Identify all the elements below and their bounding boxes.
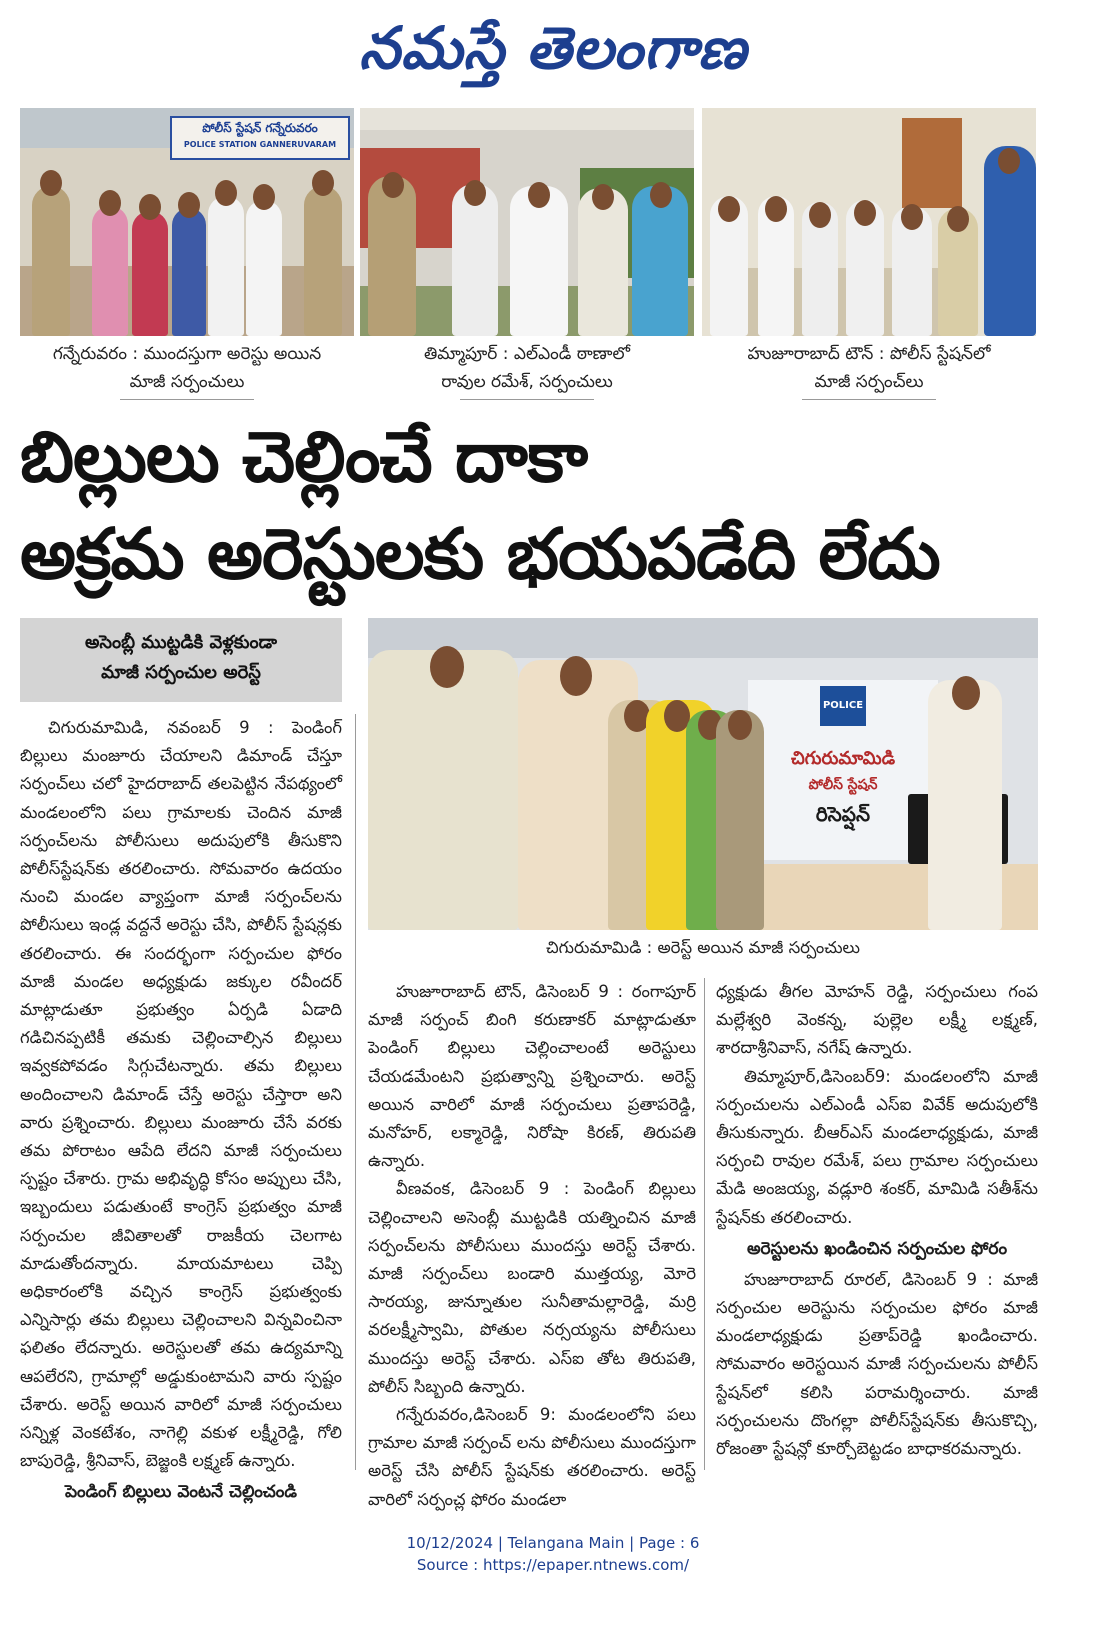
article-subhead: పెండింగ్ బిల్లులు వెంటనే చెల్లించండి [64,1482,298,1503]
headline-line-2: అక్రమ అరెస్టులకు భయపడేది లేదు [20,513,940,595]
column-divider [355,714,356,1470]
police-station-sign: పోలీస్ స్టేషన్ గన్నేరువరం POLICE STATION GANNERUVARAM [170,116,350,160]
article-column-1 [20,714,342,1503]
article-paragraph: తిమ్మాపూర్,డిసెంబర్9: మండలంలోని మాజీ సర్పంచులను ఎల్ఎండీ ఎస్ఐ వివేక్ అదుపులోకి తీసుకున్నారు. బీఆర్ఎస్ మండలాధ్యక్షుడు, మాజీ సర్పంచి రావుల రమేశ్, పలు గ్రామాల సర్పంచులు మేడి అంజయ్య, వడ్లూరి శంకర్, మామిడి సతీశ్‌ను స్టేషన్‌కు తరలించారు. [716,1066,1038,1227]
kicker-line-2: మాజీ సర్పంచుల అరెస్ట్ [101,662,261,683]
kicker-box [20,618,342,702]
article-paragraph: హుజూరాబాద్ టౌన్, డిసెంబర్ 9 : రంగాపూర్ మాజీ సర్పంచ్ బింగి కరుణాకర్ మాట్లాడుతూ పెండింగ్ బిల్లులు చెల్లించాలంటే అరెస్టులు చేయడమేంటని ప్రభుత్వాన్ని ప్రశ్నించారు. అరెస్ట్ అయిన వారిలో మాజీ సర్పంచులు ప్రతాపరెడ్డి, మనోహర్, లక్మారెడ్డి, నిరోషా కిరణ్, తిరుపతి ఉన్నారు. [368,982,696,1171]
article-paragraph: గన్నేరువరం,డిసెంబర్ 9: మండలంలోని పలు గ్రామాల మాజీ సర్పంచ్ లను పోలీసులు ముందస్తుగా అరెస్ట్ చేసి పోలీస్ స్టేషన్‌కు తరలించారు. అరెస్ట్ వారిలో సర్పంచ్ల ఫోరం మండలా [368,1405,696,1509]
column-divider [704,978,705,1470]
caption-rule [802,399,936,400]
article-paragraph: ధ్యక్షుడు తీగల మోహన్ రెడ్డి, సర్పంచులు గంప మల్లేశ్వరి వెంకన్న, పుల్లెల లక్ష్మీ లక్ష్మణ్, శారదాశ్రీనివాస్, నగేష్ ఉన్నారు. [716,982,1038,1058]
headline-line-1: బిల్లులు చెల్లించే దాకా [20,416,588,498]
caption-timmapur: తిమ్మాపూర్ : ఎల్‌ఎండీ ఠాణాలో రావుల రమేశ్, సర్పంచులు [424,344,630,392]
photo-lmd-station [360,108,694,336]
caption-rule [460,399,594,400]
caption-huzurabad: హుజూరాబాద్ టౌన్ : పోలీస్ స్టేషన్‌లో మాజీ సర్పంచ్‌లు [747,344,991,392]
caption-chigurumamidi: చిగురుమామిడి : అరెస్ట్ అయిన మాజీ సర్పంచులు [546,938,860,957]
newspaper-title: నమస్తే తెలంగాణ [359,14,747,82]
kicker-line-1: అసెంబ్లీ ముట్టడికి వెళ్లకుండా [85,632,277,653]
caption-ganneruvaram: గన్నేరువరం : ముందస్తుగా అరెస్టు అయిన మాజీ సర్పంచులు [52,344,322,392]
masthead [0,4,1106,96]
photo-ganneruvaram [20,108,354,336]
article-column-2 [368,978,696,1509]
footer-source: Source : https://epaper.ntnews.com/ [416,1556,690,1574]
article-subhead: అరెస్టులను ఖండించిన సర్పంచుల ఫోరం [746,1238,1008,1259]
article-paragraph: వీణవంక, డిసెంబర్ 9 : పెండింగ్ బిల్లులు చెల్లించాలని అసెంబ్లీ ముట్టడికి యత్నించిన మాజీ సర్పంచ్‌లను పోలీసులు ముందస్తు అరెస్ట్ చేశారు. మాజీ సర్పంచ్‌లు బండారి ముత్తయ్య, మోరె సారయ్య, జున్నూతుల సునీతామల్లారెడ్డి, మర్రి వరలక్ష్మీస్వామి, పోతుల నర్సయ్యను పోలీసులు ముందస్తు అరెస్ట్ చేశారు. ఎస్ఐ తోట తిరుపతి, పోలీస్ సిబ్బంది ఉన్నారు. [368,1179,696,1396]
photo-chigurumamidi-station [368,618,1038,930]
photo-huzurabad-station [702,108,1036,336]
reception-sign: POLICE చిగురుమామిడి పోలీస్ స్టేషన్ రిసెప్షన్ [748,680,938,860]
article-paragraph: చిగురుమామిడి, నవంబర్ 9 : పెండింగ్ బిల్లులు మంజూరు చేయాలని డిమాండ్ చేస్తూ సర్పంచ్‌లు చలో హైదరాబాద్ తలపెట్టిన నేపథ్యంలో మండలంలోని పలు గ్రామాలకు చెందిన మాజీ సర్పంచ్‌లను పోలీసులు అదుపులోకి తీసుకొని పోలీస్‌స్టేషన్‌కు తరలించారు. సోమవారం ఉదయం నుంచి మండల వ్యాప్తంగా మాజీ సర్పంచ్‌లను పోలీసులు ఇండ్ల వద్దనే అరెస్టు చేసి, పోలీస్ స్టేషన్లకు తరలించారు. ఈ సందర్భంగా సర్పంచుల ఫోరం మాజీ మండల అధ్యక్షుడు జక్కుల రవీందర్ మాట్లాడుతూ ప్రభుత్వం ఏర్పడి ఏడాది గడిచినప్పటికీ తమకు చెల్లించాల్సిన బిల్లులు ఇవ్వకపోవడం సిగ్గుచేటన్నారు. తమ బిల్లులు అందించాలని డిమాండ్ చేస్తే అరెస్టు చేస్తారా అని వారు ప్రశ్నించారు. బిల్లులు మంజూరు చేసే వరకు తమ పోరాటం ఆపేది లేదని మాజీ సర్పంచులు స్పష్టం చేశారు. గ్రామ అభివృద్ధి కోసం అప్పులు చేసి, ఇబ్బందులు పడుతుంటే కాంగ్రెస్ ప్రభుత్వం మాజీ సర్పంచుల జీవితాలతో రాజకీయ చెలగాట మాడుతోందన్నారు. మాయమాటలు చెప్పి అధికారంలోకి వచ్చిన కాంగ్రెస్ ప్రభుత్వంకు ఎన్నిసార్లు తమ బిల్లులు చెల్లించాలని విన్నవించినా ఫలితం లేదన్నారు. అరెస్టులతో తమ ఉద్యమాన్ని ఆపలేరని, గ్రామాల్లో అడ్డుకుంటామని వారు స్పష్టం చేశారు. అరెస్ట్ అయిన వారిలో మాజీ సర్పంచులు సన్నిళ్ల వెంకటేశం, నాగెల్లి వకుళ లక్ష్మీరెడ్డి, గోలి బాపురెడ్డి, శ్రీనివాస్, బెజ్జంకి లక్ష్మణ్ ఉన్నారు. [20,718,342,1471]
article-column-3 [716,978,1038,1470]
footer-date-page: 10/12/2024 | Telangana Main | Page : 6 [406,1534,700,1552]
article-paragraph: హుజూరాబాద్ రూరల్, డిసెంబర్ 9 : మాజీ సర్పంచుల అరెస్టును సర్పంచుల ఫోరం మాజీ మండలాధ్యక్షుడు ప్రతాప్‌రెడ్డి ఖండించారు. సోమవారం అరెస్టయిన మాజీ సర్పంచులను పోలీస్ స్టేషన్‌లో కలిసి పరామర్శించారు. మాజీ సర్పంచులను దొంగల్లా పోలీస్‌స్టేషన్‌కు తీసుకొచ్చి, రోజంతా స్టేషన్లో కూర్చోబెట్టడం బాధాకరమన్నారు. [716,1269,1038,1459]
caption-rule [120,399,254,400]
